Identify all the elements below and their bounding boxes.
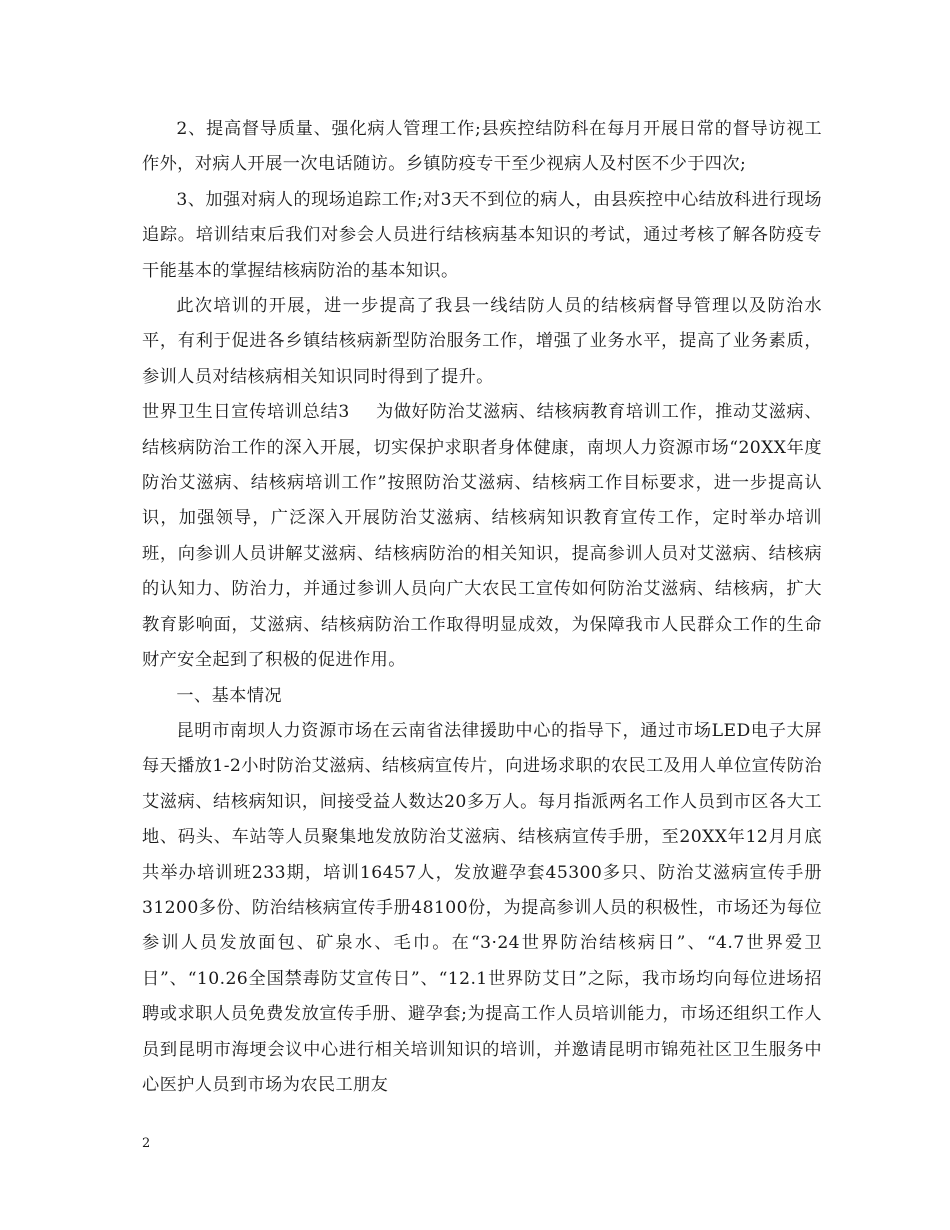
paragraph-basic-situation: 昆明市南坝人力资源市场在云南省法律援助中心的指导下，通过市场LED电子大屏每天播放1-2小时防治艾滋病、结核病宣传片，向进场求职的农民工及用人单位宣传防治艾滋病、结核病知识，间接受益人数达20多万人。每月指派两名工作人员到市区各大工地、码头、车站等人员聚集地发放防治艾滋病、结核病宣传手册，至20XX年12月月底共举办培训班233期，培训16457人，发放避孕套45300多只、防治艾滋病宣传手册31200多份、防治结核病宣传手册48100份，为提高参训人员的积极性，市场还为每位参训人员发放面包、矿泉水、毛巾。在“3·24世界防治结核病日”、“4.7世界爱卫日”、“10.26全国禁毒防艾宣传日”、“12.1世界防艾日”之际，我市场均向每位进场招聘或求职人员免费发放宣传手册、避孕套;为提高工作人员培训能力，市场还组织工作人员到昆明市海埂会议中心进行相关培训知识的培训，并邀请昆明市锦苑社区卫生服务中心医护人员到市场为农民工朋友: [142, 720, 822, 1095]
paragraph-supervision: 2、提高督导质量、强化病人管理工作;县疾控结防科在每月开展日常的督导访视工作外，对病人开展一次电话随访。乡镇防疫专干至少视病人及村医不少于四次;: [142, 119, 822, 175]
section-intro-text: 为做好防治艾滋病、结核病教育培训工作，推动艾滋病、结核病防治工作的深入开展，切实保护求职者身体健康，南坝人力资源市场“20XX年度防治艾滋病、结核病培训工作”按照防治艾滋病、结核病工作目标要求，进一步提高认识，加强领导，广泛深入开展防治艾滋病、结核病知识教育宣传工作，定时举办培训班，向参训人员讲解艾滋病、结核病防治的相关知识，提高参训人员对艾滋病、结核病的认知力、防治力，并通过参训人员向广大农民工宣传如何防治艾滋病、结核病，扩大教育影响面，艾滋病、结核病防治工作取得明显成效，为保障我市人民群众工作的生命财产安全起到了积极的促进作用。: [142, 402, 822, 671]
document-body: [142, 112, 822, 1103]
paragraph-field-tracking: 3、加强对病人的现场追踪工作;对3天不到位的病人，由县疾控中心结放科进行现场追踪。培训结束后我们对参会人员进行结核病基本知识的考试，通过考核了解各防疫专干能基本的掌握结核病防治的基本知识。: [142, 189, 822, 281]
subsection-title: 一、基本情况: [176, 685, 282, 706]
paragraph-training-outcome: 此次培训的开展，进一步提高了我县一线结防人员的结核病督导管理以及防治水平，有利于促进各乡镇结核病新型防治服务工作，增强了业务水平，提高了业务素质，参训人员对结核病相关知识同时得到了提升。: [142, 296, 822, 387]
paragraph-summary-3: [142, 395, 822, 678]
page-number: 2: [142, 1136, 151, 1151]
section-heading: 世界卫生日宣传培训总结3: [142, 402, 350, 423]
